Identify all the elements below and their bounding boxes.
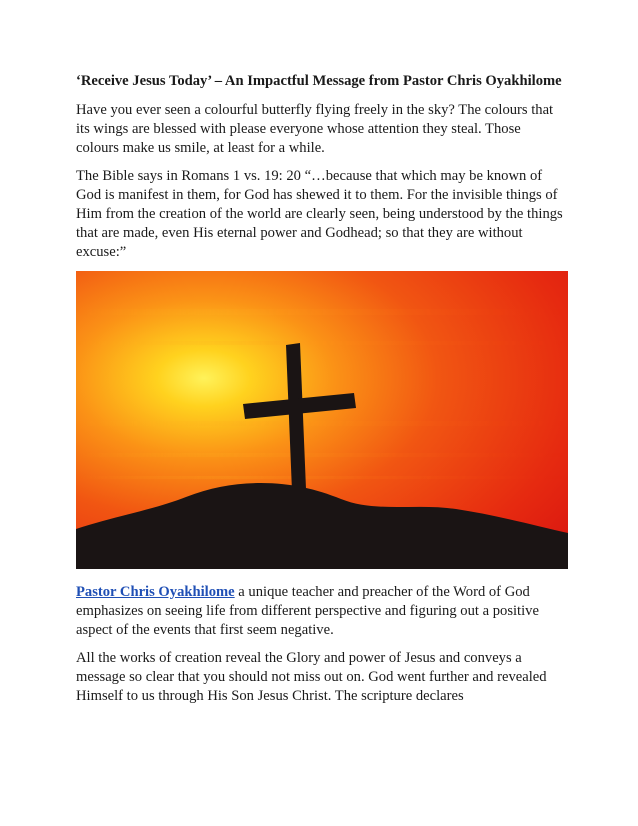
pastor-chris-link[interactable]: Pastor Chris Oyakhilome: [76, 584, 235, 600]
document-title: ‘Receive Jesus Today’ – An Impactful Message from Pastor Chris Oyakhilome: [76, 73, 562, 89]
paragraph-pastor-text: a unique teacher and preacher of the Word of God emphasizes on seeing life from different perspective and figuring out a positive aspect of the events that first seem negative.: [76, 584, 539, 638]
paragraph-pastor: [76, 583, 566, 640]
paragraph-romans: The Bible says in Romans 1 vs. 19: 20 “…because that which may be known of God is manifest in them, for God has shewed it to them. For the invisible things of Him from the creation of the world are clearly seen, being understood by the things that are made, even His eternal power and Godhead; so that they are without excuse:”: [76, 168, 563, 260]
paragraph-creation: All the works of creation reveal the Glory and power of Jesus and conveys a message so clear that you should not miss out on. God went further and revealed Himself to us through His Son Jesus Christ. The scripture declares: [76, 650, 547, 704]
cross-sunset-image: [76, 271, 568, 569]
document-page: [76, 72, 566, 715]
paragraph-butterfly: Have you ever seen a colourful butterfly flying freely in the sky? The colours that its wings are blessed with please everyone whose attention they steal. Those colours make us smile, at least for a while.: [76, 102, 554, 156]
